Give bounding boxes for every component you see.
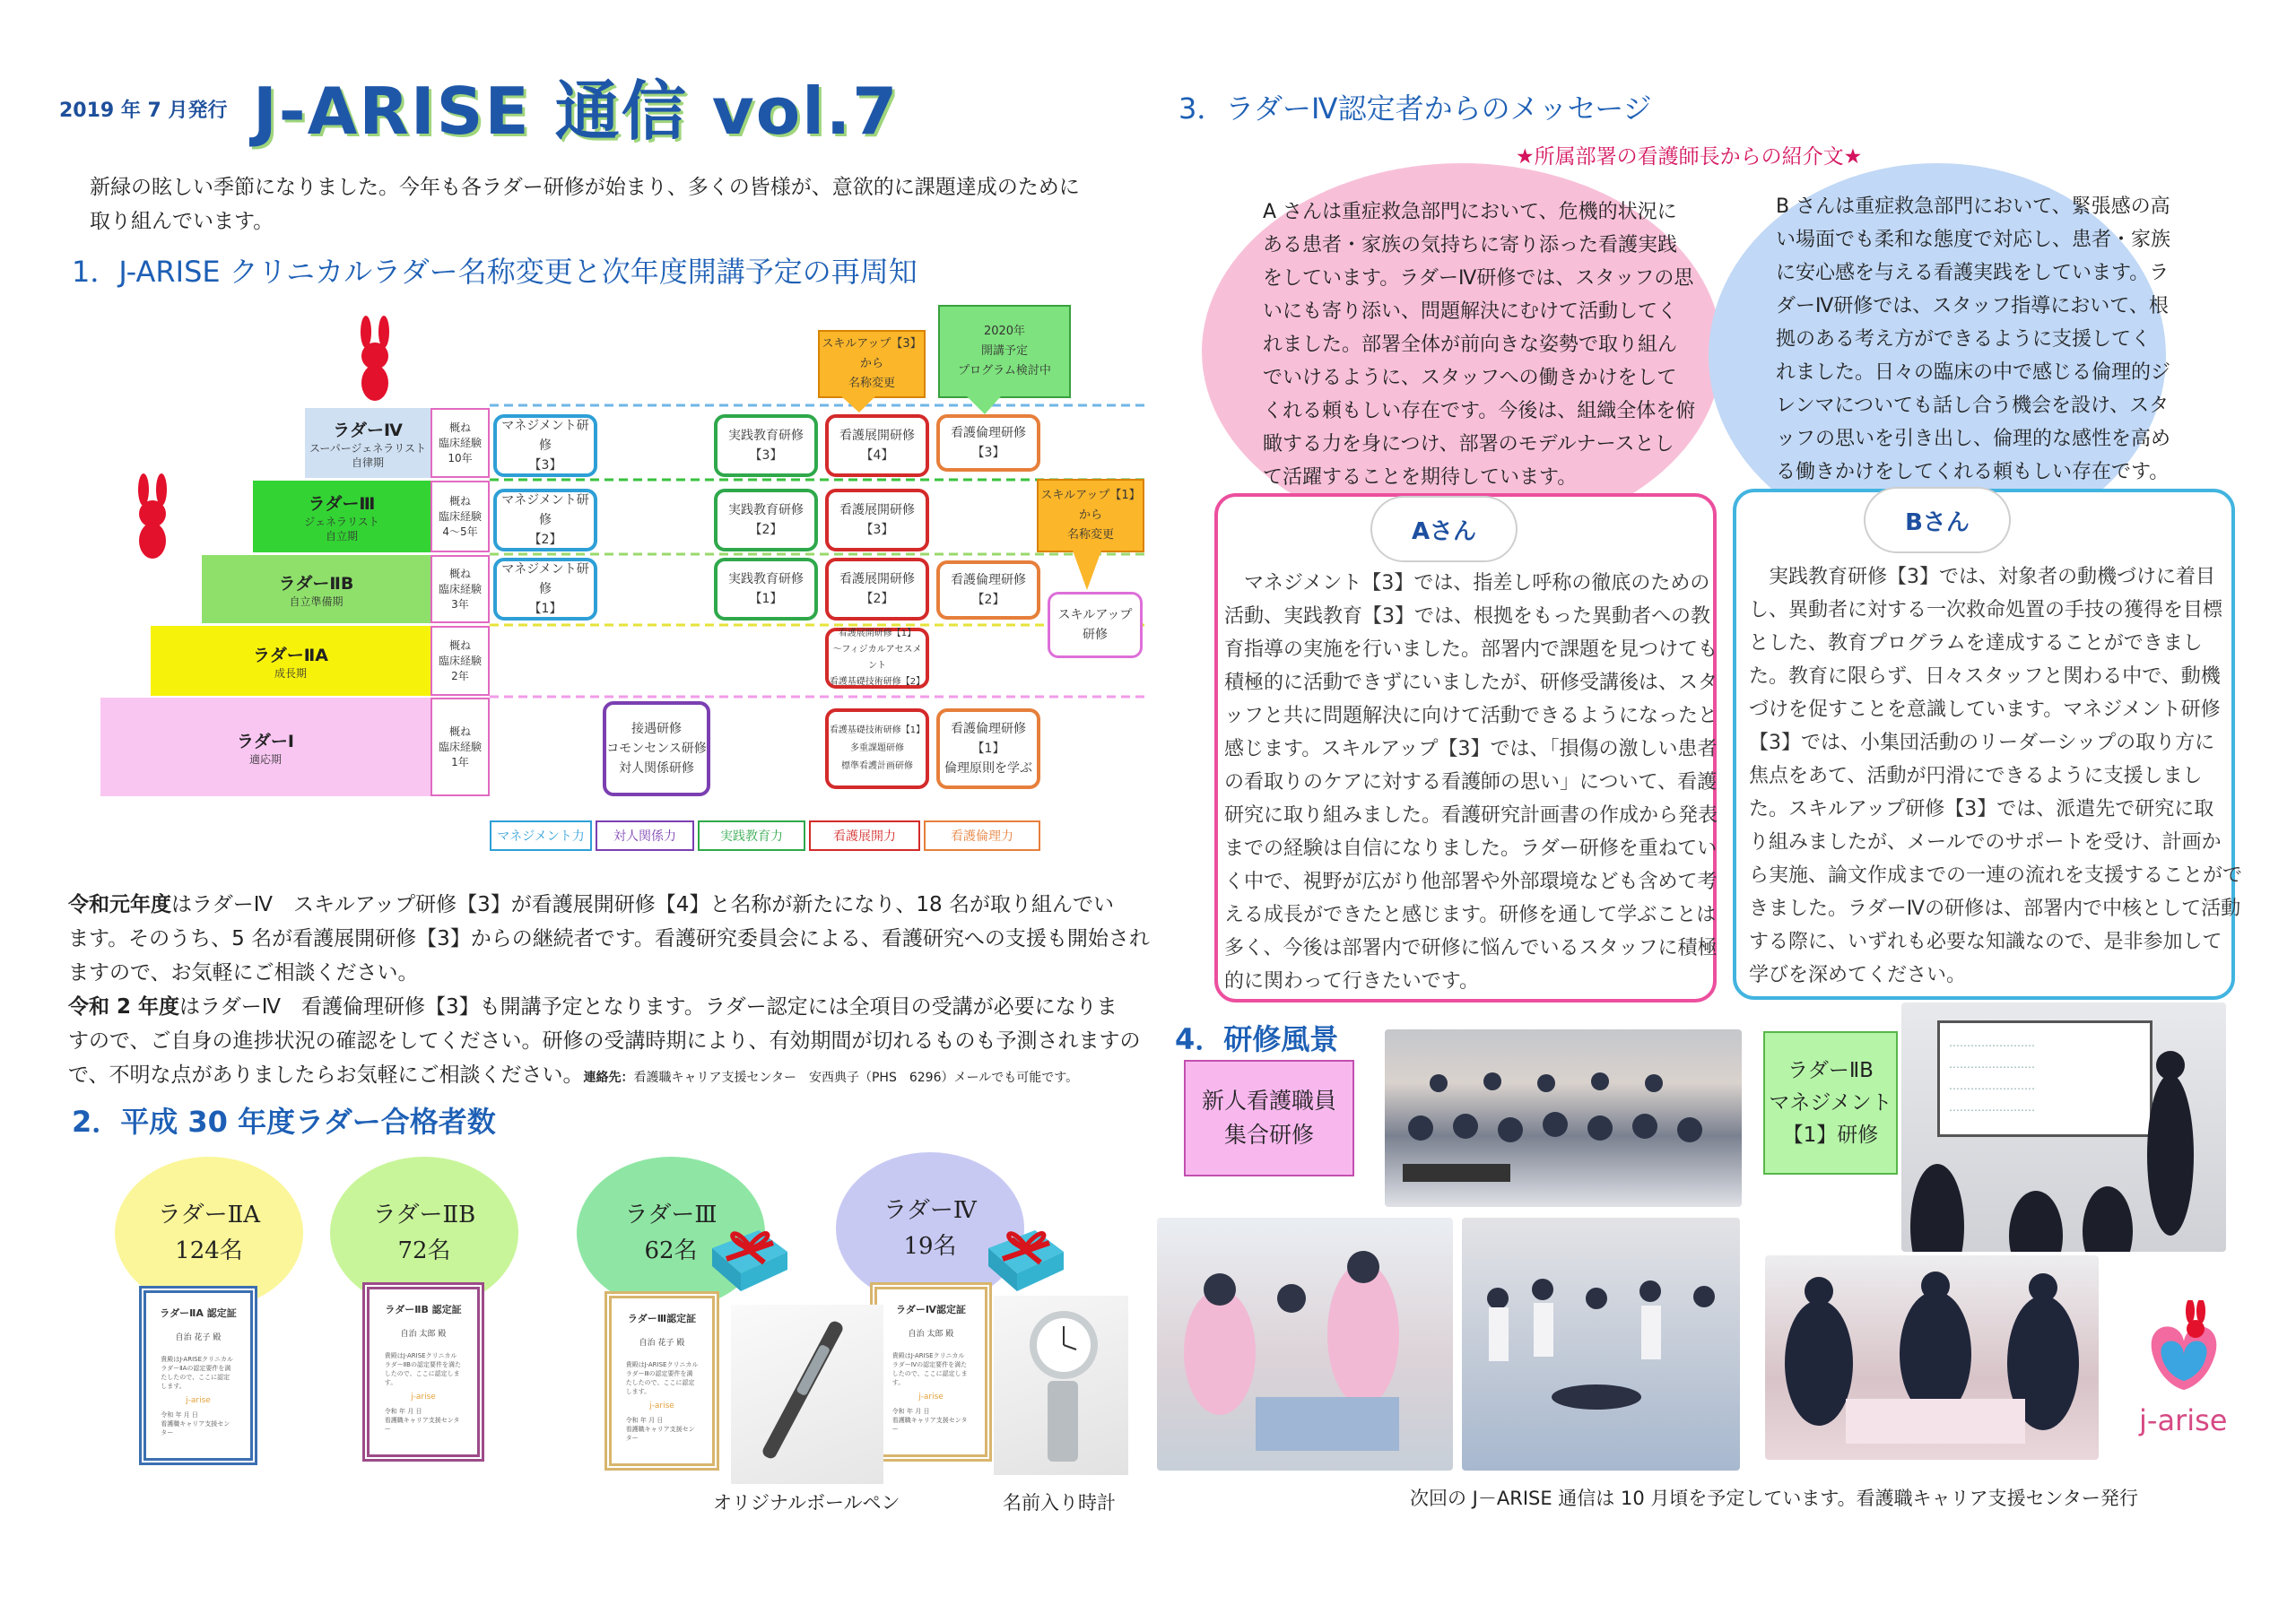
gift-caption-pen: オリジナルボールペン (713, 1492, 900, 1514)
management-training-3: マネジメント研修 【3】 (493, 414, 597, 477)
rabbit-icon (126, 473, 179, 563)
message-b-text: 実践教育研修【3】では、対象者の動機づけに着目 し、異動者に対する一次救命処置の手技の獲得を目標 とした、教育プログラムを達成することができまし た。教育に限らず、日々スタッフと関わる中で、動機 づけを促すことを意識しています。マネジメント研修 【3】では、小集団活動のリーダーシップの取り方に 焦点をあて、活動が円滑にできるように支援しまし た。スキルアップ研修【3】では、派遣先で研究に取 り組みましたが、メールでのサポートを受け、計画か ら実施、論文作成までの一連の流れを支援することがで きました。ラダーⅣの研修は、部署内で中核として活動 する際に、いずれも必要な知識なので、是非参加して 学びを深めてください。 (1749, 566, 2243, 986)
j-arise-logo: j-arise (2139, 1403, 2228, 1437)
section-3-subtitle: ★所属部署の看護師長からの紹介文★ (1516, 145, 1863, 169)
experience-years: 概ね 臨床経験 4～5年 (430, 481, 490, 552)
interpersonal-training: 接遇研修 コモンセンス研修 対人関係研修 (603, 701, 710, 796)
ladder-diagram (0, 0, 1166, 861)
nursing-development-2: 看護展開研修 【2】 (825, 558, 929, 621)
gift-icon (981, 1212, 1071, 1293)
section-2-title: 2．平成 30 年度ラダー合格者数 (72, 1105, 496, 1139)
newsletter-title: J-ARISE 通信 vol.7 (253, 74, 900, 149)
message-a-text: マネジメント【3】では、指差し呼称の徹底のための 活動、実践教育【3】では、根拠をもった異動者への教 育指導の実施を行いました。部署内で課題を見つけても 積極的に活動できずにいましたが、研修受講後は、スタ ッフと共に問題解決に向けて活動できるようになったと 感じます。スキルアップ【3】では、「損傷の激しい患者 の看取りのケアに対する看護師の思い」について、看護 研究に取り組みました。看護研究計画書の作成から発表 までの経験は自信になりました。ラダー研修を重ねてい く中で、視野が広がり他部署や外部環境なども含めて考 える成長ができたと感じます。研修を通して学ぶことは 多く、今後は部署内で研修に悩んでいるスタッフに積極 的に関わって行きたいです。 (1224, 572, 1718, 993)
pass-count-2b: ラダーⅡB 72名 (330, 1157, 518, 1309)
nursing-development-1: 看護展開研修【1】 ～フィジカルアセスメント 看護基礎技術研修【2】 (825, 628, 929, 689)
section-3-title: 3．ラダーⅣ認定者からのメッセージ (1178, 91, 1652, 126)
watch-photo (994, 1296, 1128, 1475)
ladder-level-4: ラダーⅣ スーパージェネラリスト 自律期 (305, 408, 430, 478)
presentation-slide: …………………… …………………… …………………… …………………… (1937, 1020, 2152, 1137)
certificate-3: ラダーⅢ認定証 自治 花子 殿 貴殿はJ-ARISEクリニカルラダーⅢの認定要件を満たしたので、ここに認定します。 j-arise 令和 年 月 日 看護職キャリア支援センター (604, 1291, 719, 1471)
callout-renamed-skillup1: スキルアップ【1】から 名称変更 (1037, 479, 1144, 552)
ladder-level-1: ラダーⅠ 適応期 (100, 698, 430, 796)
ethics-training-2: 看護倫理研修 【2】 (936, 560, 1040, 620)
ladder-level-2b: ラダーⅡB 自立準備期 (202, 555, 430, 623)
legend-management: マネジメント力 (490, 820, 592, 851)
intro-text: 新緑の眩しい季節になりました。今年も各ラダー研修が始まり、多くの皆様が、意欲的に課題達成のために 取り組んでいます。 (90, 176, 1080, 233)
name-cloud-a: Aさん (1372, 498, 1516, 560)
ladder-level-3: ラダーⅢ ジェネラリスト 自立期 (253, 481, 430, 552)
ethics-training-3: 看護倫理研修 【3】 (936, 414, 1040, 472)
experience-years: 概ね 臨床経験 10年 (430, 408, 490, 478)
training-photo-group-work (1765, 1255, 2099, 1460)
certificate-2b: ラダーⅡB 認定証 自治 太郎 殿 貴殿はJ-ARISEクリニカルラダーⅡBの認定要件を満たしたので、ここに認定します。 j-arise 令和 年 月 日 看護職キャリア支援センター (362, 1282, 484, 1462)
nursing-basic-training: 看護基礎技術研修【1】 多重課題研修 標準看護計画研修 (825, 708, 929, 789)
management-training-2: マネジメント研修 【2】 (493, 489, 597, 551)
nursing-development-3: 看護展開研修 【3】 (825, 489, 929, 551)
training-photo-practice-2 (1462, 1218, 1740, 1471)
intro-a-text: A さんは重症救急部門において、危機的状況に ある患者・家族の気持ちに寄り添った看護実践 をしています。ラダーⅣ研修では、スタッフの思 いにも寄り添い、問題解決にむけて活動してく れました。部署全体が前向きな姿勢で取り組ん でいけるように、スタッフへの働きかけをして くれる頼もしい存在です。今後は、組織全体を俯 瞰する力を身につけ、部署のモデルナースとし て活躍することを期待しています。 (1263, 201, 1696, 489)
experience-years: 概ね 臨床経験 3年 (430, 555, 490, 623)
ladder-notice-text: 令和元年度はラダーⅣ スキルアップ研修【3】が看護展開研修【4】と名称が新たになり、18 名が取り組んでい ます。そのうち、5 名が看護展開研修【3】からの継続者です。看護研究委員会による、看護研究への支援も開始され ますので、お気軽にご相談ください。 令和 2 年度はラダーⅣ 看護倫理研修【3】も開講予定となります。ラダー認定には全項目の受講が必要になりま すので、ご自身の進捗状況の確認をしてください。研修の受講時期により、有効期間が切れるものも予測されますの で、不明な点がありましたらお気軽にご相談ください。連絡先：看護職キャリア支援センター 安西典子（PHS 6296）メールでも可能です。 (68, 893, 1150, 1087)
section-1-title: 1．J-ARISE クリニカルラダー名称変更と次年度開講予定の再周知 (72, 255, 918, 289)
legend-interpersonal: 対人関係力 (596, 820, 694, 851)
training-photo-classroom (1385, 1029, 1742, 1207)
ladder-level-2a: ラダーⅡA 成長期 (151, 626, 430, 696)
pass-count-4: ラダーⅣ 19名 (836, 1152, 1024, 1305)
gift-caption-watch: 名前入り時計 (1003, 1492, 1116, 1514)
gift-icon (705, 1212, 795, 1293)
nursing-development-4: 看護展開研修 【4】 (825, 414, 929, 477)
rabbit-icon (348, 316, 402, 405)
scroll-banner-new-nurse: 新人看護職員 集合研修 (1184, 1060, 1354, 1176)
pen-icon (731, 1305, 883, 1484)
legend-education: 実践教育力 (698, 820, 805, 851)
pass-count-3: ラダーⅢ 62名 (577, 1157, 765, 1309)
training-photo-practice-1 (1157, 1218, 1453, 1471)
scroll-banner-ladder2b: ラダーⅡB マネジメント 【1】研修 (1763, 1031, 1898, 1175)
experience-years: 概ね 臨床経験 2年 (430, 626, 490, 696)
name-cloud-b: Bさん (1866, 489, 2009, 551)
j-arise-logo-icon (2135, 1300, 2233, 1399)
pass-count-2a: ラダーⅡA 124名 (115, 1157, 303, 1309)
section-4-title: 4．研修風景 (1175, 1022, 1339, 1056)
callout-2020: 2020年 開講予定 プログラム検討中 (938, 305, 1071, 398)
legend-ethics: 看護倫理力 (924, 820, 1040, 851)
contact-info: 看護職キャリア支援センター 安西典子（PHS 6296）メールでも可能です。 (633, 1071, 1079, 1085)
certificate-2a: ラダーⅡA 認定証 自治 花子 殿 貴殿はJ-ARISEクリニカルラダーⅡAの認定要件を満たしたので、ここに認定します。 j-arise 令和 年 月 日 看護職キャリア支援センター (139, 1286, 257, 1465)
intro-b-text: B さんは重症救急部門において、緊張感の高 い場面でも柔和な態度で対応し、患者・家族 に安心感を与える看護実践をしています。ラ ダーⅣ研修では、スタッフ指導において、根 拠のある考え方ができるように支援してく れました。日々の臨床の中で感じる倫理的ジ レンマについても話し合う機会を設け、スタ ッフの思いを引き出し、倫理的な感性を高め る働きかけをしてくれる頼もしい存在です。 (1776, 195, 2171, 483)
management-training-1: マネジメント研修 【1】 (493, 558, 597, 621)
callout-renamed: スキルアップ【3】から 名称変更 (818, 330, 926, 398)
contact-label: 連絡先： (583, 1071, 634, 1085)
issue-date: 2019 年 7 月発行 (59, 100, 228, 122)
certificate-4: ラダーⅣ認定証 自治 太郎 殿 貴殿はJ-ARISEクリニカルラダーⅣの認定要件を満たしたので、ここに認定します。 j-arise 令和 年 月 日 看護職キャリア支援センター (870, 1282, 992, 1462)
footer-note: 次回の J－ARISE 通信は 10 月頃を予定しています。看護職キャリア支援センター発行 (1410, 1488, 2138, 1509)
practice-education-3: 実践教育研修 【3】 (714, 414, 818, 477)
practice-education-1: 実践教育研修 【1】 (714, 558, 818, 621)
training-photo-presentation (1901, 1002, 2226, 1252)
skill-up-training: スキルアップ 研修 (1048, 592, 1143, 658)
experience-years: 概ね 臨床経験 1年 (430, 698, 490, 796)
ethics-training-1: 看護倫理研修 【1】 倫理原則を学ぶ (936, 708, 1040, 789)
watch-icon (994, 1296, 1128, 1475)
legend-development: 看護展開力 (809, 820, 920, 851)
practice-education-2: 実践教育研修 【2】 (714, 489, 818, 551)
pen-photo (731, 1305, 883, 1484)
